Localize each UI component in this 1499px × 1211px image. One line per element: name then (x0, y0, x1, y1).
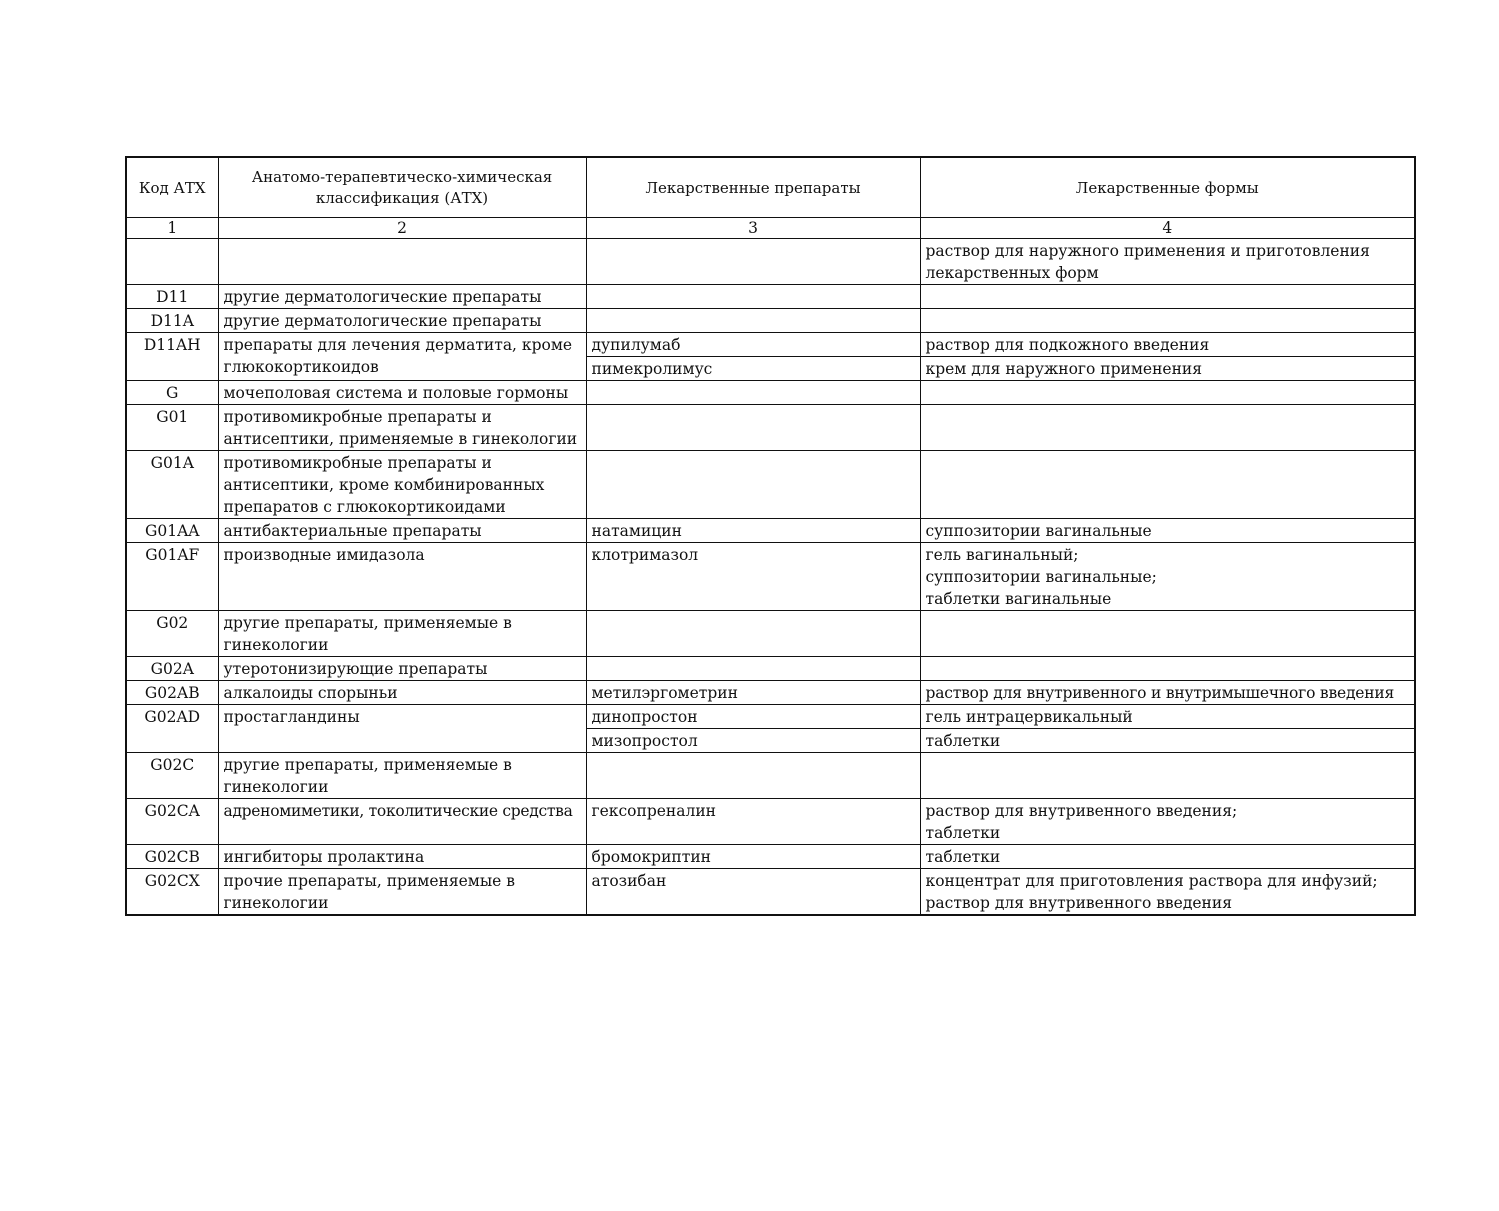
atc-code: G02CB (126, 845, 218, 869)
drug-name: дупилумаб (586, 333, 920, 357)
table-row (126, 451, 1415, 519)
table-row (126, 285, 1415, 309)
drug-name: клотримазол (586, 543, 920, 611)
atc-code: G02 (126, 611, 218, 657)
dosage-form (920, 285, 1415, 309)
atc-code: D11A (126, 309, 218, 333)
atc-name (218, 239, 586, 285)
dosage-form: раствор для подкожного введения (920, 333, 1415, 357)
drug-name (586, 405, 920, 451)
atc-name: прочие препараты, применяемые в гинекологии (218, 869, 586, 916)
atc-code: G01A (126, 451, 218, 519)
drug-name (586, 451, 920, 519)
atc-code: D11 (126, 285, 218, 309)
drug-name: мизопростол (586, 729, 920, 753)
atc-code: G02C (126, 753, 218, 799)
drug-name (586, 657, 920, 681)
atc-name: мочеполовая система и половые гормоны (218, 381, 586, 405)
table-row (126, 611, 1415, 657)
drug-name: пимекролимус (586, 357, 920, 381)
column-number-row (126, 218, 1415, 239)
atc-name: другие дерматологические препараты (218, 285, 586, 309)
atc-name: препараты для лечения дерматита, кроме глюкокортикоидов (218, 333, 586, 381)
column-number: 2 (218, 218, 586, 239)
atc-code (126, 239, 218, 285)
drug-name: метилэргометрин (586, 681, 920, 705)
drug-name (586, 285, 920, 309)
drug-name (586, 753, 920, 799)
dosage-form: гель вагинальный; суппозитории вагинальные; таблетки вагинальные (920, 543, 1415, 611)
atc-name: противомикробные препараты и антисептики, применяемые в гинекологии (218, 405, 586, 451)
atc-drug-table (125, 156, 1416, 916)
atc-code: G02A (126, 657, 218, 681)
table-row (126, 405, 1415, 451)
table-row (126, 845, 1415, 869)
atc-code: G01 (126, 405, 218, 451)
drug-name (586, 381, 920, 405)
atc-code: G02AB (126, 681, 218, 705)
atc-code: G01AA (126, 519, 218, 543)
dosage-form: крем для наружного применения (920, 357, 1415, 381)
dosage-form: раствор для внутривенного введения; таблетки (920, 799, 1415, 845)
dosage-form (920, 309, 1415, 333)
drug-name: натамицин (586, 519, 920, 543)
atc-code: G02CX (126, 869, 218, 916)
dosage-form: раствор для наружного применения и приготовления лекарственных форм (920, 239, 1415, 285)
dosage-form (920, 753, 1415, 799)
header-forms: Лекарственные формы (920, 157, 1415, 218)
column-number: 4 (920, 218, 1415, 239)
column-number: 1 (126, 218, 218, 239)
drug-name: динопростон (586, 705, 920, 729)
atc-name: утеротонизирующие препараты (218, 657, 586, 681)
dosage-form (920, 451, 1415, 519)
dosage-form (920, 381, 1415, 405)
atc-name: простагландины (218, 705, 586, 753)
header-atc: Анатомо-терапевтическо-химическая классификация (АТХ) (218, 157, 586, 218)
drug-name (586, 239, 920, 285)
atc-name: другие препараты, применяемые в гинекологии (218, 753, 586, 799)
atc-code: G02CA (126, 799, 218, 845)
dosage-form: гель интрацервикальный (920, 705, 1415, 729)
atc-name: другие дерматологические препараты (218, 309, 586, 333)
table-row (126, 519, 1415, 543)
atc-code: G02AD (126, 705, 218, 753)
atc-name: алкалоиды спорыньи (218, 681, 586, 705)
atc-code: G01AF (126, 543, 218, 611)
drug-name: бромокриптин (586, 845, 920, 869)
atc-name: адреномиметики, токолитические средства (218, 799, 586, 845)
atc-name: антибактериальные препараты (218, 519, 586, 543)
dosage-form: концентрат для приготовления раствора для инфузий; раствор для внутривенного введения (920, 869, 1415, 916)
drug-name: гексопреналин (586, 799, 920, 845)
table-row (126, 309, 1415, 333)
table-header-row (126, 157, 1415, 218)
dosage-form: раствор для внутривенного и внутримышечного введения (920, 681, 1415, 705)
atc-name: ингибиторы пролактина (218, 845, 586, 869)
header-code: Код АТХ (126, 157, 218, 218)
dosage-form: таблетки (920, 729, 1415, 753)
atc-code: G (126, 381, 218, 405)
table-row (126, 869, 1415, 916)
table-row (126, 657, 1415, 681)
atc-name: другие препараты, применяемые в гинекологии (218, 611, 586, 657)
dosage-form (920, 657, 1415, 681)
atc-code: D11AH (126, 333, 218, 381)
table-row (126, 381, 1415, 405)
table-row (126, 543, 1415, 611)
drug-name (586, 309, 920, 333)
table-row (126, 753, 1415, 799)
drug-name: атозибан (586, 869, 920, 916)
dosage-form: суппозитории вагинальные (920, 519, 1415, 543)
atc-name: производные имидазола (218, 543, 586, 611)
column-number: 3 (586, 218, 920, 239)
table-row (126, 799, 1415, 845)
table-row (126, 239, 1415, 285)
table-row (126, 681, 1415, 705)
table-row (126, 333, 1415, 357)
dosage-form (920, 405, 1415, 451)
table-row (126, 705, 1415, 729)
dosage-form: таблетки (920, 845, 1415, 869)
header-drugs: Лекарственные препараты (586, 157, 920, 218)
atc-name: противомикробные препараты и антисептики, кроме комбинированных препаратов с глюкокортикоидами (218, 451, 586, 519)
drug-name (586, 611, 920, 657)
dosage-form (920, 611, 1415, 657)
